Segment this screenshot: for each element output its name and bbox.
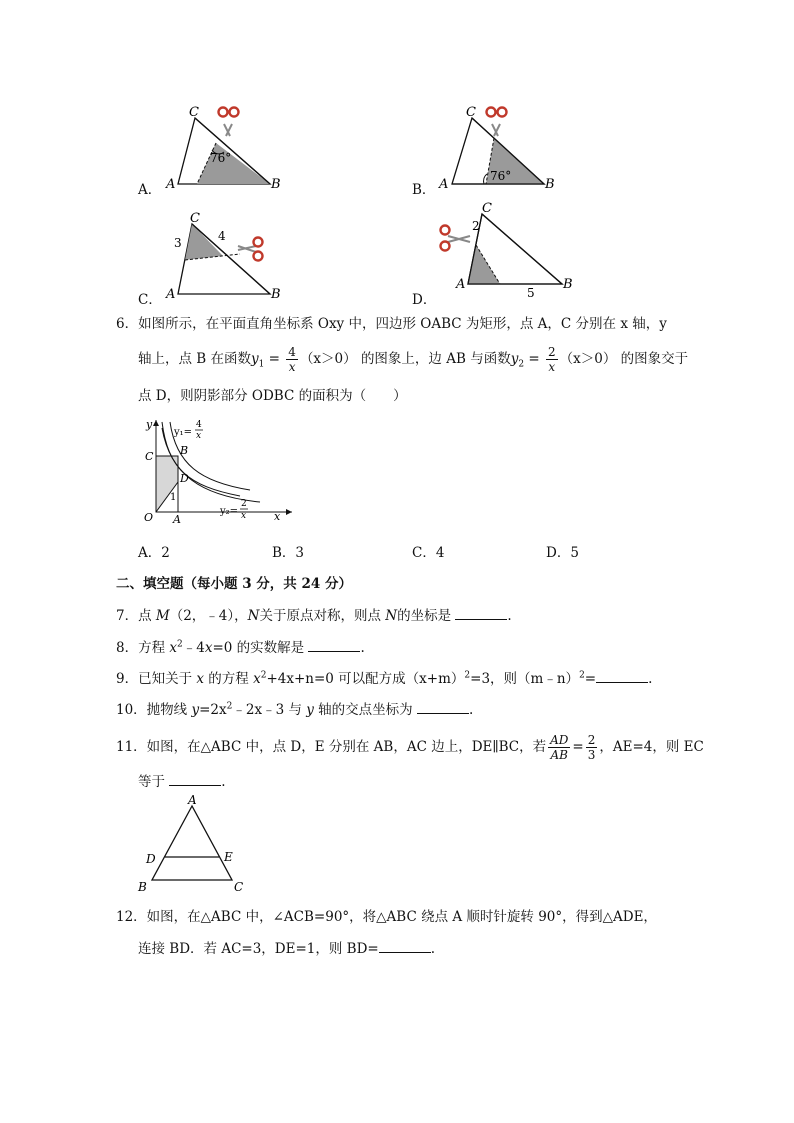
q12-line2: 连接 BD．若 AC=3，DE=1，则 BD= . [138,941,436,957]
scissors-icon [441,226,471,251]
vertex-a: A [439,177,449,192]
q12-line1: 12．如图，在△ABC 中，∠ACB=90°，将△ABC 绕点 A 顺时针旋转 90°，得到△ADE， [116,909,657,925]
figure-option-c [160,210,290,305]
side-label-2: 2 [472,219,480,233]
q11-figure [136,792,252,896]
angle-label: 76° [490,169,512,183]
figure-option-d [432,200,582,300]
svg-text:x: x [241,511,247,521]
answer-blank[interactable] [169,773,221,786]
q6-graph [140,414,300,526]
option-d-letter[interactable]: D． [412,292,437,308]
vertex-c: C [190,211,200,226]
q8: 8．方程 $x^2﹣4x=0$ 的实数解是 . [116,639,365,656]
side-label-5: 5 [527,286,535,300]
answer-blank[interactable] [308,639,360,652]
vertex-b: B [563,277,573,292]
svg-text:A: A [188,793,197,807]
answer-blank[interactable] [455,607,507,620]
side-label-3: 3 [174,236,182,250]
vertex-a: A [166,287,176,302]
svg-text:A: A [173,513,181,526]
scissors-icon [487,108,507,137]
svg-text:1: 1 [170,492,177,503]
vertex-a: A [456,277,466,292]
answer-blank[interactable] [417,701,469,714]
vertex-b: B [271,287,281,302]
svg-text:x: x [196,431,202,441]
scissors-icon [238,238,263,261]
svg-text:C: C [145,450,154,463]
q6-choice-a[interactable]: A．2 [138,545,170,561]
vertex-b: B [545,177,555,192]
q6-choice-c[interactable]: C．4 [412,545,445,561]
svg-text:x: x [274,510,281,523]
svg-text:C: C [234,880,244,894]
vertex-b: B [271,177,281,192]
q6-line2: 轴上，点 B 在函数$y_1$ = $\frac{4}{x}$ （x＞0） 的图象上，边 AB 与函数$y_2$ = $\frac{2}{x}$ （x＞0） 的图象交于 [138,345,689,374]
svg-text:B: B [138,880,147,894]
svg-text:B: B [180,444,189,457]
answer-blank[interactable] [596,670,648,683]
vertex-c: C [189,105,199,120]
q11-line2: 等于 . [138,774,226,790]
q6-choice-b[interactable]: B．3 [272,545,305,561]
svg-text:D: D [180,472,189,485]
q6-line3: 点 D，则阴影部分 ODBC 的面积为（ ） [138,388,407,404]
side-label-4: 4 [218,229,226,243]
svg-text:2: 2 [241,499,247,509]
scissors-icon [219,108,239,137]
q11-line1: 11．如图，在△ABC 中，点 D，E 分别在 AB，AC 边上，DE∥BC，若 $\frac{AD}{AB}$ = $\frac{2}{3}$ ，AE=4，则 EC [116,733,704,762]
answer-blank[interactable] [379,940,431,953]
section-title: 二、填空题（每小题 3 分，共 24 分） [116,576,352,592]
svg-text:y₂=: y₂= [220,506,239,517]
svg-text:4: 4 [196,420,202,430]
vertex-c: C [466,105,476,120]
svg-text:D: D [146,852,156,866]
option-c-letter[interactable]: C． [138,292,162,308]
vertex-c: C [482,201,492,216]
q6-line1: 6．如图所示，在平面直角坐标系 Oxy 中，四边形 OABC 为矩形，点 A，C 分别在 x 轴，y [116,316,667,332]
q7: 7．点 M（2，﹣4），N关于原点对称，则点 N的坐标是 . [116,608,512,624]
q10: 10．抛物线 $y=2x^2﹣2x﹣3$ 与 y 轴的交点坐标为 . [116,701,474,718]
figure-option-b [432,100,562,195]
svg-text:y₁=: y₁= [174,427,193,438]
svg-text:E: E [224,850,233,864]
figure-option-a [160,100,290,195]
vertex-a: A [166,177,176,192]
svg-text:y: y [146,418,153,431]
q9: 9．已知关于 x 的方程 $x^2+4x+n=0$ 可以配方成$(x+m)^2=3$，则（m﹣n）$^2$= . [116,670,653,687]
angle-label: 76° [210,151,232,165]
q6-choice-d[interactable]: D．5 [546,545,579,561]
option-a-letter[interactable]: A． [138,182,162,198]
option-b-letter[interactable]: B． [412,182,436,198]
svg-text:O: O [144,511,154,524]
